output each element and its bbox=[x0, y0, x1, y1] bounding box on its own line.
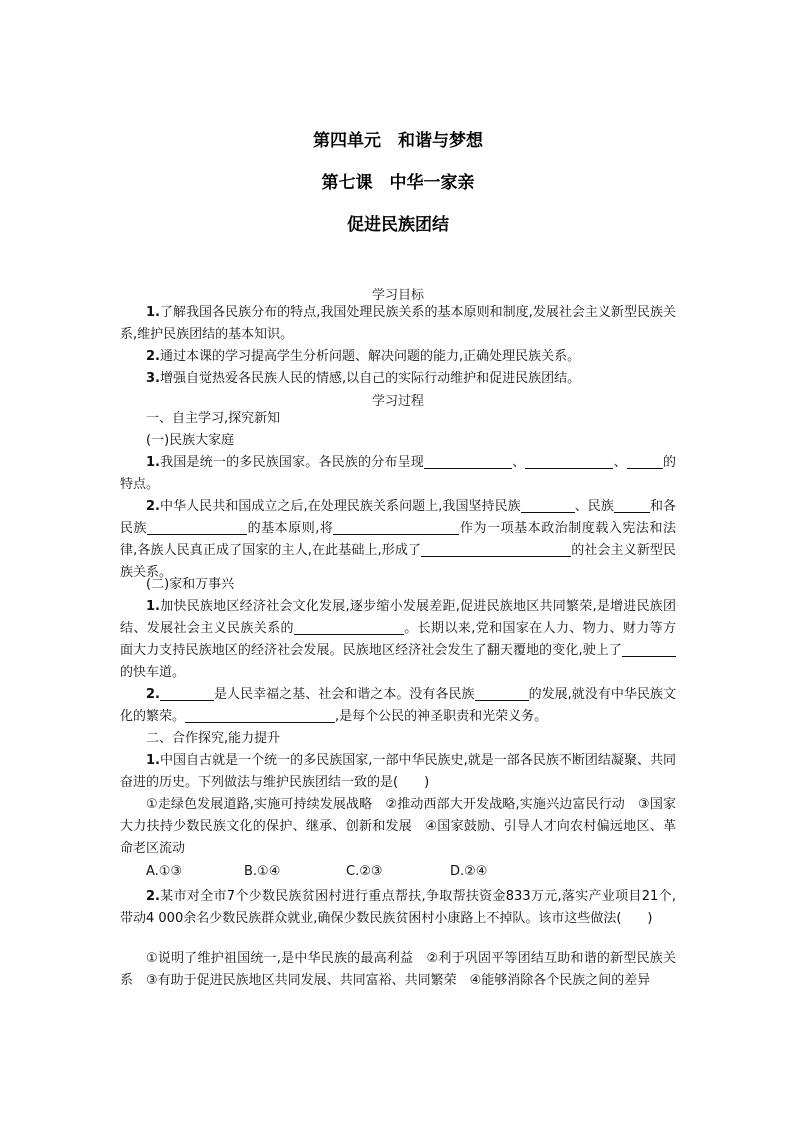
goal-text: 通过本课的学习提高学生分析问题、解决问题的能力,正确处理民族关系。 bbox=[159, 349, 581, 364]
answer-blank[interactable] bbox=[614, 498, 650, 513]
goal-number: 2. bbox=[146, 349, 160, 364]
choice-question-2-options: ①说明了维护祖国统一,是中华民族的最高利益 ②利于巩固平等团结互助和谐的新型民族关系 ③有助于促进民族地区共同发展、共同富裕、共同繁荣 ④能够消除各个民族之间的差异 bbox=[120, 951, 676, 988]
answer-blank[interactable] bbox=[294, 620, 404, 635]
section-title: 促进民族团结 bbox=[347, 215, 449, 235]
fill-question-4 bbox=[120, 684, 676, 728]
goal-item-1 bbox=[120, 302, 676, 346]
goal-text: 了解我国各民族分布的特点,我国处理民族关系的基本原则和制度,发展社会主义新型民族关系,维护民族团结的基本知识。 bbox=[120, 305, 676, 342]
question-text: 我国是统一的多民族国家。各民族的分布呈现 bbox=[159, 455, 424, 470]
question-number: 1. bbox=[146, 753, 160, 768]
question-stem: 某市对全市7个少数民族贫困村进行重点帮扶,争取帮扶资金833万元,落实产业项目21个,带动4 000余名少数民族群众就业,确保少数民族贫困村小康路上不掉队。该市这些做法( ) bbox=[120, 889, 676, 926]
question-text: 的社会主义新型民族关系。 bbox=[120, 543, 676, 580]
choice-question-1-options: ①走绿色发展道路,实施可持续发展战略 ②推动西部大开发战略,实施兴边富民行动 ③国家大力扶持少数民族文化的保护、继承、创新和发展 ④国家鼓励、引导人才向农村偏远地区、革命老区流动 bbox=[120, 797, 676, 856]
fill-question-2 bbox=[120, 496, 676, 584]
question-text: 的特点。 bbox=[120, 455, 676, 492]
goals-heading: 学习目标 bbox=[371, 288, 424, 303]
choice-a[interactable]: A.①③ bbox=[146, 864, 183, 879]
separator: 、 bbox=[613, 455, 627, 470]
question-text: 是人民幸福之基、社会和谐之本。没有各民族 bbox=[213, 687, 475, 702]
goal-item-3 bbox=[120, 368, 676, 390]
lesson-title: 第七课 中华一家亲 bbox=[321, 173, 475, 193]
question-text: 中华人民共和国成立之后,在处理民族关系问题上,我国坚持民族 bbox=[159, 499, 521, 514]
answer-blank[interactable] bbox=[185, 708, 335, 723]
question-number: 1. bbox=[146, 599, 160, 614]
answer-blank[interactable] bbox=[333, 520, 459, 535]
answer-blank[interactable] bbox=[627, 454, 663, 469]
part2-heading: 二、合作探究,能力提升 bbox=[146, 731, 281, 746]
answer-blank[interactable] bbox=[525, 454, 613, 469]
question-number: 2. bbox=[146, 499, 160, 514]
unit-title: 第四单元 和谐与梦想 bbox=[313, 131, 483, 151]
fill-question-3 bbox=[120, 596, 676, 684]
answer-blank[interactable] bbox=[475, 686, 529, 701]
answer-blank[interactable] bbox=[424, 454, 512, 469]
question-text: 的发展,就没有中华民族文化的繁荣。 bbox=[120, 687, 676, 724]
choice-question-2 bbox=[120, 886, 676, 930]
question-text: 的基本原则,将 bbox=[247, 521, 334, 536]
goal-text: 增强自觉热爱各民族人民的情感,以自己的实际行动维护和促进民族团结。 bbox=[159, 371, 581, 386]
answer-blank[interactable] bbox=[421, 542, 571, 557]
fill-question-1 bbox=[120, 452, 676, 496]
question-number: 2. bbox=[146, 687, 160, 702]
question-text: 的快车道。 bbox=[120, 665, 186, 680]
choice-c[interactable]: C.②③ bbox=[346, 864, 383, 879]
answer-blank[interactable] bbox=[147, 520, 247, 535]
answer-blank[interactable] bbox=[521, 498, 575, 513]
question-text: 。长期以来,党和国家在人力、物力、财力等方面大力支持民族地区的经济社会发展。民族地区经济社会发生了翻天覆地的变化,驶上了 bbox=[120, 621, 676, 658]
answer-blank[interactable] bbox=[160, 686, 214, 701]
choice-question-1 bbox=[120, 750, 676, 794]
goal-item-2 bbox=[120, 346, 676, 368]
question-number: 1. bbox=[146, 455, 160, 470]
question-number: 2. bbox=[146, 889, 160, 904]
question-text: 作为一项基本政治制度载入宪法和法律,各族人民真正成了国家的主人,在此基础上,形成了 bbox=[120, 521, 676, 558]
separator: 、 bbox=[512, 455, 526, 470]
question-text: 和各民族 bbox=[120, 499, 676, 536]
goal-number: 1. bbox=[146, 305, 160, 320]
answer-choices bbox=[120, 864, 676, 886]
answer-blank[interactable] bbox=[622, 642, 676, 657]
question-text: 、民族 bbox=[574, 499, 614, 514]
choice-b[interactable]: B.①④ bbox=[244, 864, 281, 879]
question-text: ,是每个公民的神圣职责和光荣义务。 bbox=[335, 709, 548, 724]
choice-d[interactable]: D.②④ bbox=[450, 864, 488, 879]
question-stem: 中国自古就是一个统一的多民族国家,一部中华民族史,就是一部各民族不断团结凝聚、共同奋进的历史。下列做法与维护民族团结一致的是( ) bbox=[120, 753, 676, 790]
subsection-1-heading: (一)民族大家庭 bbox=[146, 433, 235, 448]
subsection-2-heading: (二)家和万事兴 bbox=[146, 577, 235, 592]
question-text: 加快民族地区经济社会文化发展,逐步缩小发展差距,促进民族地区共同繁荣,是增进民族团结、发展社会主义民族关系的 bbox=[120, 599, 676, 636]
goal-number: 3. bbox=[146, 371, 160, 386]
part1-heading: 一、自主学习,探究新知 bbox=[146, 411, 281, 426]
process-heading: 学习过程 bbox=[371, 394, 424, 409]
